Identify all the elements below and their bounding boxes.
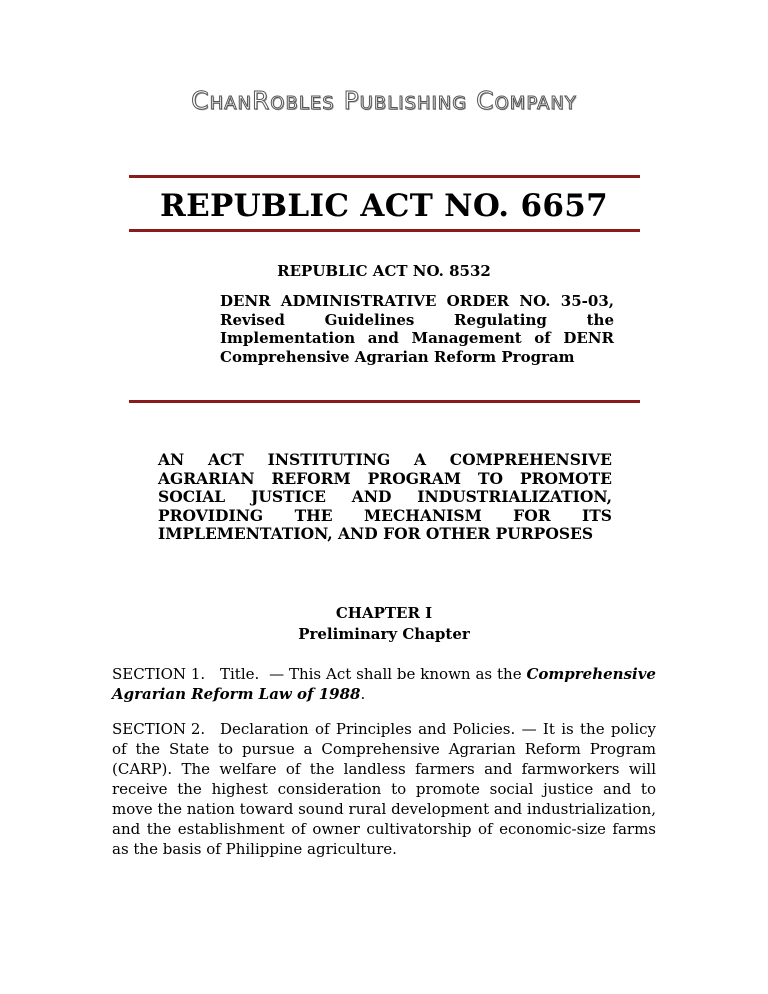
section-heading: Declaration of Principles and Policies. [220, 720, 516, 738]
divider-rule [129, 175, 640, 178]
section-number: SECTION 1. [112, 665, 206, 683]
section-text: — It is the policy of the State to pursue a Comprehensive Agrarian Reform Program (CARP). The welfare of the landless farmers and farmworkers will receive the highest consideration to promote social justice and to move the nation toward sound rural development and industrialization, and the establishment of owner cultivatorship of economic-size farms as the basis of Philippine agriculture. [112, 720, 656, 858]
divider-rule [129, 400, 640, 403]
divider-rule [129, 229, 640, 232]
related-act-title: REPUBLIC ACT NO. 8532 [277, 262, 491, 280]
section-text-end: . [360, 685, 366, 703]
law-short-title: Comprehensive Agrarian Reform Law of 1988 [112, 665, 656, 703]
chapter-number: CHAPTER I [335, 604, 433, 622]
related-order-title: DENR ADMINISTRATIVE ORDER NO. 35-03, Revised Guidelines Regulating the Implementation and Management of DENR Comprehensive Agrarian Reform Program [220, 292, 614, 366]
document-title: REPUBLIC ACT NO. 6657 [160, 188, 608, 224]
publisher-header: ChanRobles Publishing Company [191, 86, 577, 115]
act-description: AN ACT INSTITUTING A COMPREHENSIVE AGRARIAN REFORM PROGRAM TO PROMOTE SOCIAL JUSTICE AND INDUSTRIALIZATION, PROVIDING THE MECHANISM FOR ITS IMPLEMENTATION, AND FOR OTHER PURPOSES [158, 450, 612, 543]
section-number: SECTION 2. [112, 720, 206, 738]
section-1 [112, 664, 656, 704]
section-heading: Title. [220, 665, 260, 683]
section-text: — This Act shall be known as the [269, 665, 522, 683]
section-2 [112, 719, 656, 859]
chapter-name: Preliminary Chapter [298, 625, 470, 643]
